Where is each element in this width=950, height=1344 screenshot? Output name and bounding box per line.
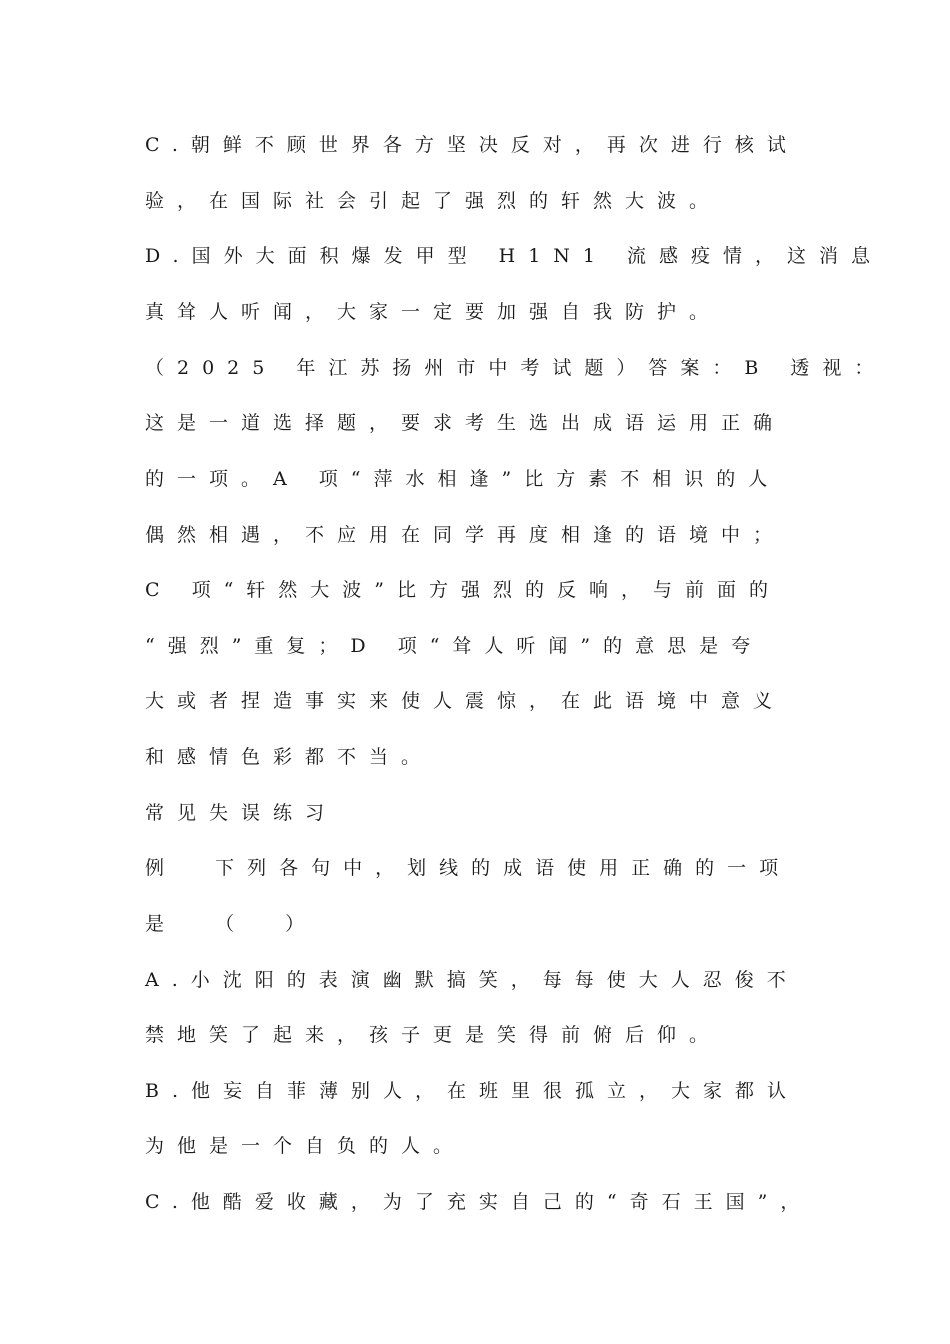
text-line-2: 验，在国际社会引起了强烈的轩然大波。 (145, 190, 722, 212)
text-line-6: 这是一道选择题，要求考生选出成语运用正确 (145, 412, 786, 434)
text-line-19: 为他是一个自负的人。 (145, 1135, 466, 1157)
text-line-1: C.朝鲜不顾世界各方坚决反对，再次进行核试 (145, 134, 799, 156)
text-line-16: A.小沈阳的表演幽默搞笑，每每使大人忍俊不 (145, 969, 799, 991)
text-line-4: 真耸人听闻，大家一定要加强自我防护。 (145, 301, 722, 323)
text-line-18: B.他妄自菲薄别人，在班里很孤立，大家都认 (145, 1080, 800, 1102)
text-line-17: 禁地笑了起来，孩子更是笑得前俯后仰。 (145, 1024, 722, 1046)
text-line-5: （2025 年江苏扬州市中考试题）答案：B 透视： (145, 357, 887, 379)
text-line-12: 和感情色彩都不当。 (145, 746, 434, 768)
text-line-9: C 项“轩然大波”比方强烈的反响，与前面的 (145, 579, 782, 601)
text-line-10: “强烈”重复；D 项“耸人听闻”的意思是夸 (145, 635, 764, 657)
text-line-8: 偶然相遇，不应用在同学再度相逢的语境中； (145, 524, 786, 546)
text-line-15: 是 （ ） (145, 913, 318, 935)
text-line-14: 例 下列各句中，划线的成语使用正确的一项 (145, 857, 792, 879)
text-line-7: 的一项。A 项“萍水相逢”比方素不相识的人 (145, 468, 781, 490)
text-line-20: C.他酷爱收藏，为了充实自己的“奇石王国”， (145, 1191, 813, 1213)
text-line-11: 大或者捏造事实来使人震惊，在此语境中意义 (145, 690, 786, 712)
text-line-3: D.国外大面积爆发甲型 H1N1 流感疫情，这消息 (145, 245, 884, 267)
section-heading: 常见失误练习 (145, 802, 338, 824)
